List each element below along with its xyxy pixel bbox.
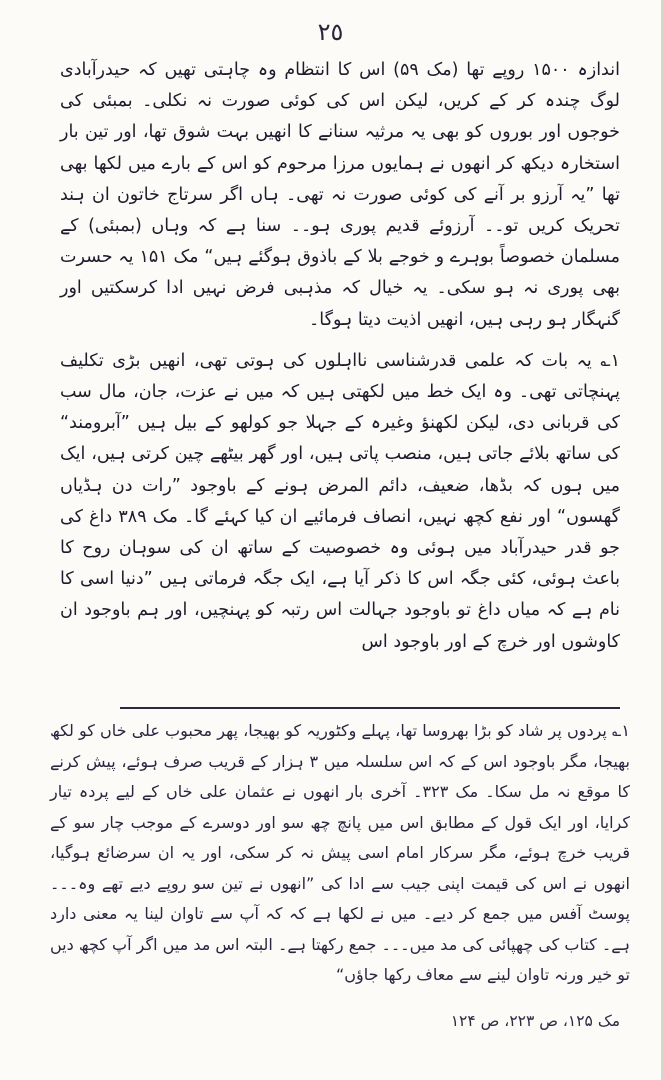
paragraph-1: اندازہ ۱۵۰۰ روپے تھا (مک ۵۹) اس کا انتظام وہ چاہتی تھیں کہ حیدرآبادی لوگ چندہ کر کے کریں، لیکن اس کی کوئی صورت نہ نکلی۔ بمبئی کی خوجوں اور بوروں کو بھی یہ مرثیہ سنانے کا انھیں بہت شوق تھا، اور تین بار استخارہ دیکھ کر انھوں نے ہمایوں مرزا مرحوم کو اس کے بارے میں لکھا بھی تھا ”یہ آرزو بر آنے کی کوئی صورت نہ تھی۔ ہاں اگر سرتاج خاتون ان ہند تحریک کریں تو۔۔ آرزوئے قدیم پوری ہو۔۔ سنا ہے کہ وہاں (بمبئی) کے مسلمان خصوصاً بوہرے و خوجے بلا کے باذوق ہوگئے ہیں“ مک ۱۵۱ یہ حسرت بھی پوری نہ ہو سکی۔ یہ خیال کہ مذہبی فرض نہیں ادا کرسکتیں اور گنہگار ہو رہی ہیں، انھیں اذیت دیتا ہوگا۔ — [60, 60, 621, 330]
paragraph-2: ۱؎ یہ بات کہ علمی قدرشناسی نااہلوں کی ہوتی تھی، انھیں بڑی تکلیف پہنچاتی تھی۔ وہ ایک خط میں لکھتی ہیں کہ میں نے عزت، جان، مال سب کی قربانی دی، لیکن لکھنؤ وغیرہ کے جہلا جو کولھو کے بیل ہیں ”آبرومند“ کی ساتھ بلائے جاتی ہیں، منصب پاتی ہیں، اور گھر بیٹھے چین کرتی ہیں، ایک میں ہوں کہ بڈھا، ضعیف، دائم المرض ہونے کے باوجود ”رات دن ہڈیاں گھسوں“ اور نفع کچھ نہیں، انصاف فرمائیے ان کیا کہئے گا۔ مک ۳۸۹ داغ کی جو قدر حیدرآباد میں ہوئی وہ خصوصیت کے ساتھ ان کی سوہان روح کا باعث ہوئی، کئی جگہ اس کا ذکر آیا ہے، ایک جگہ فرماتی ہیں ”دنیا اسی کا نام ہے کہ میاں داغ تو باوجود جہالت اس رتبہ کو پہنچیں، اور ہم باوجود ان کاوشوں اور خرچ کے اور باوجود اس — [60, 350, 621, 652]
page-references: مک ۱۲۵، ص ۲۲۳، ص ۱۲۴ — [450, 1012, 620, 1030]
main-text — [60, 55, 620, 658]
footnote-text: ۱؎ پردوں پر شاد کو بڑا بھروسا تھا، پہلے وکٹوریہ کو بھیجا، پھر محبوب علی خاں کو لکھ بھیجا، مگر باوجود اس کے کہ اس سلسلہ میں ۳ ہزار کے قریب صرف ہوئے، پیش کرنے کا موقع نہ مل سکا۔ مک ۳۲۳۔ آخری بار انھوں نے عثمان علی خاں کے لیے پردہ تیار کرایا، اور ایک قول کے مطابق اس میں پانچ چھ سو اور دوسرے کے موجب چار سو کے قریب خرچ ہوئے، مگر سرکار امام اسی پیش نہ کر سکی، اور یہ ان سرضائع ہوگیا، انھوں نے اس کی قیمت اپنی جیب سے ادا کی ”انھوں نے تین سو روپے دیے تھے وہ۔۔۔ پوسٹ آفس میں جمع کر دیے۔ میں نے لکھا ہے کہ کہ آپ سے تاوان لینا یہ معنی دارد ہے۔ کتاب کی چھپائی کی مد میں۔۔۔ جمع رکھتا ہے۔ البتہ اس مد میں اگر آپ کچھ دیں تو خیر ورنہ تاوان لینے سے معاف رکھا جاؤں“ — [50, 721, 631, 984]
page-number: ٢٥ — [317, 18, 344, 46]
footnotes — [50, 716, 630, 991]
footnote-divider — [120, 707, 620, 709]
